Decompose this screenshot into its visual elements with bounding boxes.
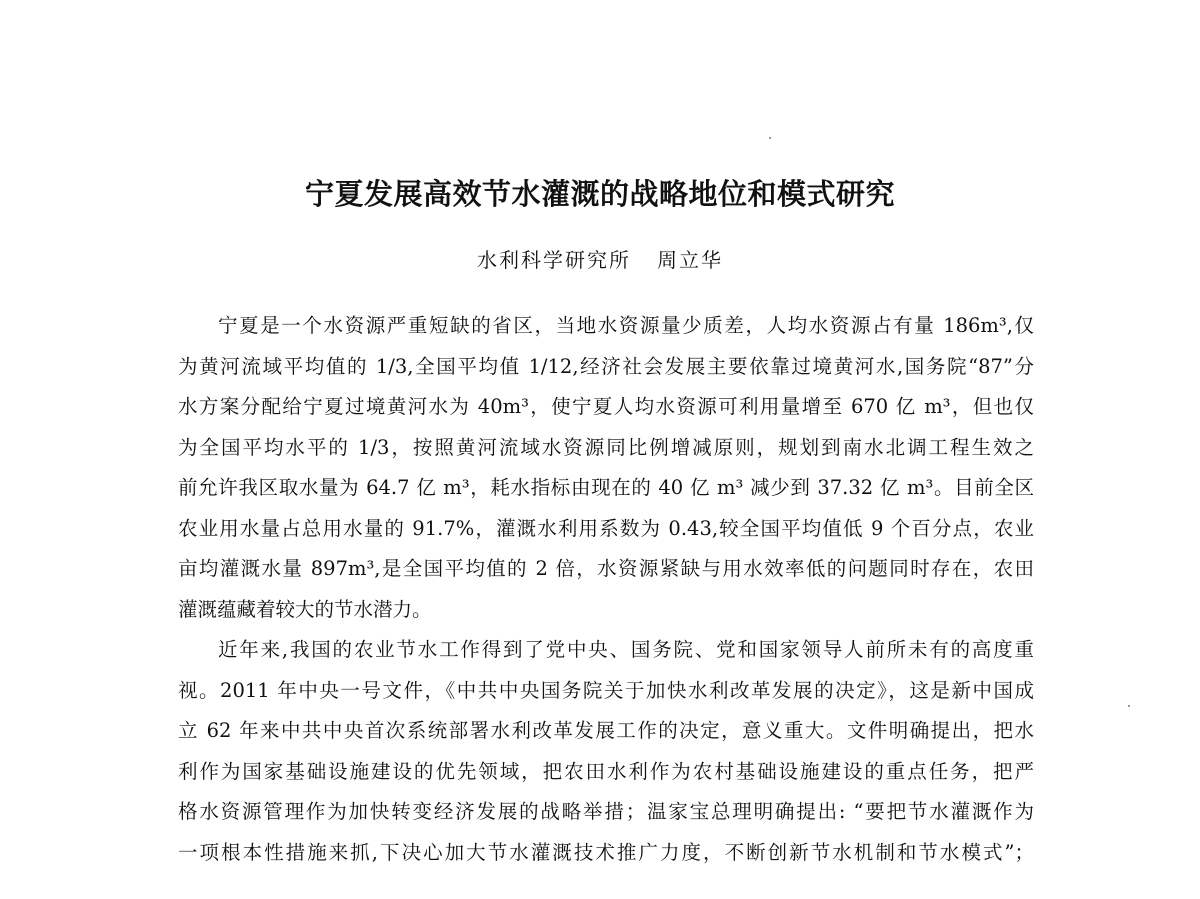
scan-speck xyxy=(769,137,771,139)
text-line: 水方案分配给宁夏过境黄河水为 40m³，使宁夏人均水资源可利用量增至 670 亿 m³，但也仅 xyxy=(178,395,1034,418)
text-line: 立 62 年来中共中央首次系统部署水利改革发展工作的决定，意义重大。文件明确提出，把水 xyxy=(178,719,1034,742)
author-affiliation: 水利科学研究所 xyxy=(477,248,631,272)
paragraph-2 xyxy=(178,630,1034,873)
text-line: 亩均灌溉水量 897m³,是全国平均值的 2 倍，水资源紧缺与用水效率低的问题同时存在，农田 xyxy=(178,557,1034,580)
text-line: 农业用水量占总用水量的 91.7%，灌溉水利用系数为 0.43,较全国平均值低 9 个百分点，农业 xyxy=(178,516,1034,540)
text-line: 视。2011 年中央一号文件，《中共中央国务院关于加快水利改革发展的决定》，这是新中国成 xyxy=(178,678,1034,702)
paragraph-1 xyxy=(178,306,1034,630)
text-line: 利作为国家基础设施建设的优先领域，把农田水利作为农村基础设施建设的重点任务，把严 xyxy=(178,759,1034,783)
scan-speck xyxy=(1128,705,1130,707)
text-line: 为黄河流域平均值的 1/3,全国平均值 1/12,经济社会发展主要依靠过境黄河水,国务院“87”分 xyxy=(178,354,1034,378)
paper-title: 宁夏发展高效节水灌溉的战略地位和模式研究 xyxy=(304,177,895,211)
author-line xyxy=(0,244,1200,273)
text-line: 一项根本性措施来抓,下决心加大节水灌溉技术推广力度，不断创新节水机制和节水模式”； xyxy=(178,840,1034,864)
text-line: 近年来,我国的农业节水工作得到了党中央、国务院、党和国家领导人前所未有的高度重 xyxy=(218,638,1034,661)
author-name: 周立华 xyxy=(657,248,723,272)
text-line: 灌溉蕴藏着较大的节水潜力。 xyxy=(178,597,432,621)
text-line: 格水资源管理作为加快转变经济发展的战略举措；温家宝总理明确提出: “要把节水灌溉作为 xyxy=(178,800,1034,823)
text-line: 前允许我区取水量为 64.7 亿 m³，耗水指标由现在的 40 亿 m³ 减少到 37.32 亿 m³。目前全区 xyxy=(178,476,1034,499)
body-text xyxy=(178,306,1034,873)
text-line: 为全国平均水平的 1/3，按照黄河流域水资源同比例增减原则，规划到南水北调工程生效之 xyxy=(178,435,1034,459)
text-line: 宁夏是一个水资源严重短缺的省区，当地水资源量少质差，人均水资源占有量 186m³,仅 xyxy=(218,314,1034,337)
